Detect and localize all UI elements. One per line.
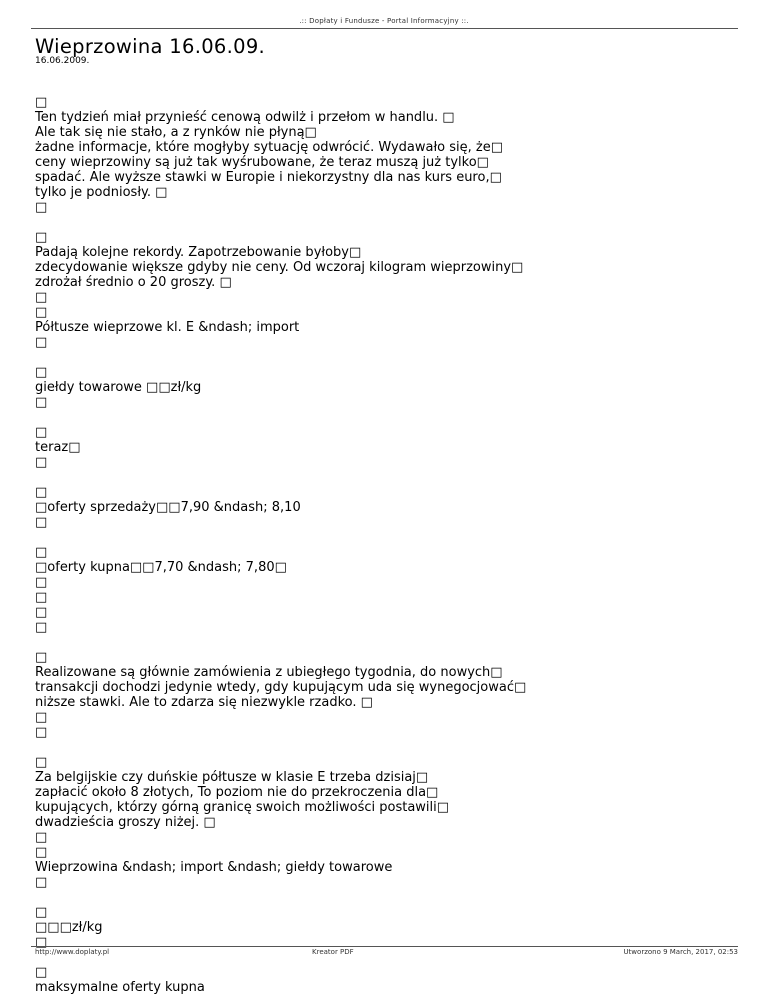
article-line: maksymalne oferty kupna: [35, 980, 205, 995]
article-line: □: [35, 200, 48, 215]
article-line: Ten tydzień miał przynieść cenową odwilż i przełom w handlu. □: [35, 110, 455, 125]
article-title: Wieprzowina 16.06.09.: [35, 35, 266, 58]
article-line: □: [35, 485, 48, 500]
article-line: □: [35, 395, 48, 410]
article-line: Wieprzowina &ndash; import &ndash; giełdy towarowe: [35, 860, 393, 875]
article-line: ceny wieprzowiny są już tak wyśrubowane, że teraz muszą już tylko□: [35, 155, 489, 170]
article-date: 16.06.2009.: [35, 56, 90, 66]
article-line: □: [35, 845, 48, 860]
footer-url-link[interactable]: http://www.doplaty.pl: [35, 948, 110, 956]
article-line: □: [35, 365, 48, 380]
article-line: □: [35, 965, 48, 980]
article-line: [35, 530, 526, 545]
article-line: [35, 410, 526, 425]
article-line: zapłacić około 8 złotych, To poziom nie do przekroczenia dla□: [35, 785, 439, 800]
article-line: [35, 635, 526, 650]
article-line: Ale tak się nie stało, a z rynków nie płyną□: [35, 125, 317, 140]
footer-generator: Kreator PDF: [312, 948, 354, 956]
article-line: teraz□: [35, 440, 81, 455]
article-line: □: [35, 95, 48, 110]
article-line: zdecydowanie większe gdyby nie ceny. Od wczoraj kilogram wieprzowiny□: [35, 260, 524, 275]
article-line: [35, 350, 526, 365]
article-line: [35, 890, 526, 905]
article-line: [35, 470, 526, 485]
article-line: Za belgijskie czy duńskie półtusze w klasie E trzeba dzisiaj□: [35, 770, 429, 785]
article-line: □: [35, 575, 48, 590]
article-line: □: [35, 290, 48, 305]
article-line: giełdy towarowe □□zł/kg: [35, 380, 202, 395]
article-line: kupujących, którzy górną granicę swoich możliwości postawili□: [35, 800, 450, 815]
article-line: tylko je podniosły. □: [35, 185, 168, 200]
article-line: □: [35, 335, 48, 350]
article-line: □: [35, 230, 48, 245]
article-line: □□□zł/kg: [35, 920, 103, 935]
article-line: □oferty sprzedaży□□7,90 &ndash; 8,10: [35, 500, 301, 515]
article-line: [35, 215, 526, 230]
article-line: □: [35, 455, 48, 470]
article-line: □: [35, 650, 48, 665]
article-line: □: [35, 515, 48, 530]
article-line: □: [35, 830, 48, 845]
article-line: niższe stawki. Ale to zdarza się niezwykle rzadko. □: [35, 695, 373, 710]
article-line: □: [35, 425, 48, 440]
article-line: Padają kolejne rekordy. Zapotrzebowanie byłoby□: [35, 245, 362, 260]
article-line: transakcji dochodzi jedynie wtedy, gdy kupującym uda się wynegocjować□: [35, 680, 527, 695]
header-divider: [31, 28, 738, 29]
article-line: □: [35, 590, 48, 605]
article-line: □: [35, 935, 48, 950]
article-line: spadać. Ale wyższe stawki w Europie i niekorzystny dla nas kurs euro,□: [35, 170, 502, 185]
article-line: □: [35, 710, 48, 725]
article-line: [35, 740, 526, 755]
footer-created-date: Utworzono 9 March, 2017, 02:53: [623, 948, 738, 956]
article-line: □: [35, 305, 48, 320]
article-line: □: [35, 605, 48, 620]
article-line: □: [35, 755, 48, 770]
article-line: Realizowane są głównie zamówienia z ubiegłego tygodnia, do nowych□: [35, 665, 503, 680]
article-line: □: [35, 725, 48, 740]
article-line: □: [35, 620, 48, 635]
article-line: □oferty kupna□□7,70 &ndash; 7,80□: [35, 560, 287, 575]
article-line: □: [35, 905, 48, 920]
article-body: [35, 95, 526, 995]
article-line: zdrożał średnio o 20 groszy. □: [35, 275, 232, 290]
article-line: dwadzieścia groszy niżej. □: [35, 815, 216, 830]
article-line: żadne informacje, które mogłyby sytuację odwrócić. Wydawało się, że□: [35, 140, 504, 155]
article-line: □: [35, 875, 48, 890]
article-line: Półtusze wieprzowe kl. E &ndash; import: [35, 320, 300, 335]
article-line: □: [35, 545, 48, 560]
footer-divider: [31, 946, 738, 947]
page-header: .:: Dopłaty i Fundusze - Portal Informacyjny ::.: [299, 17, 469, 25]
